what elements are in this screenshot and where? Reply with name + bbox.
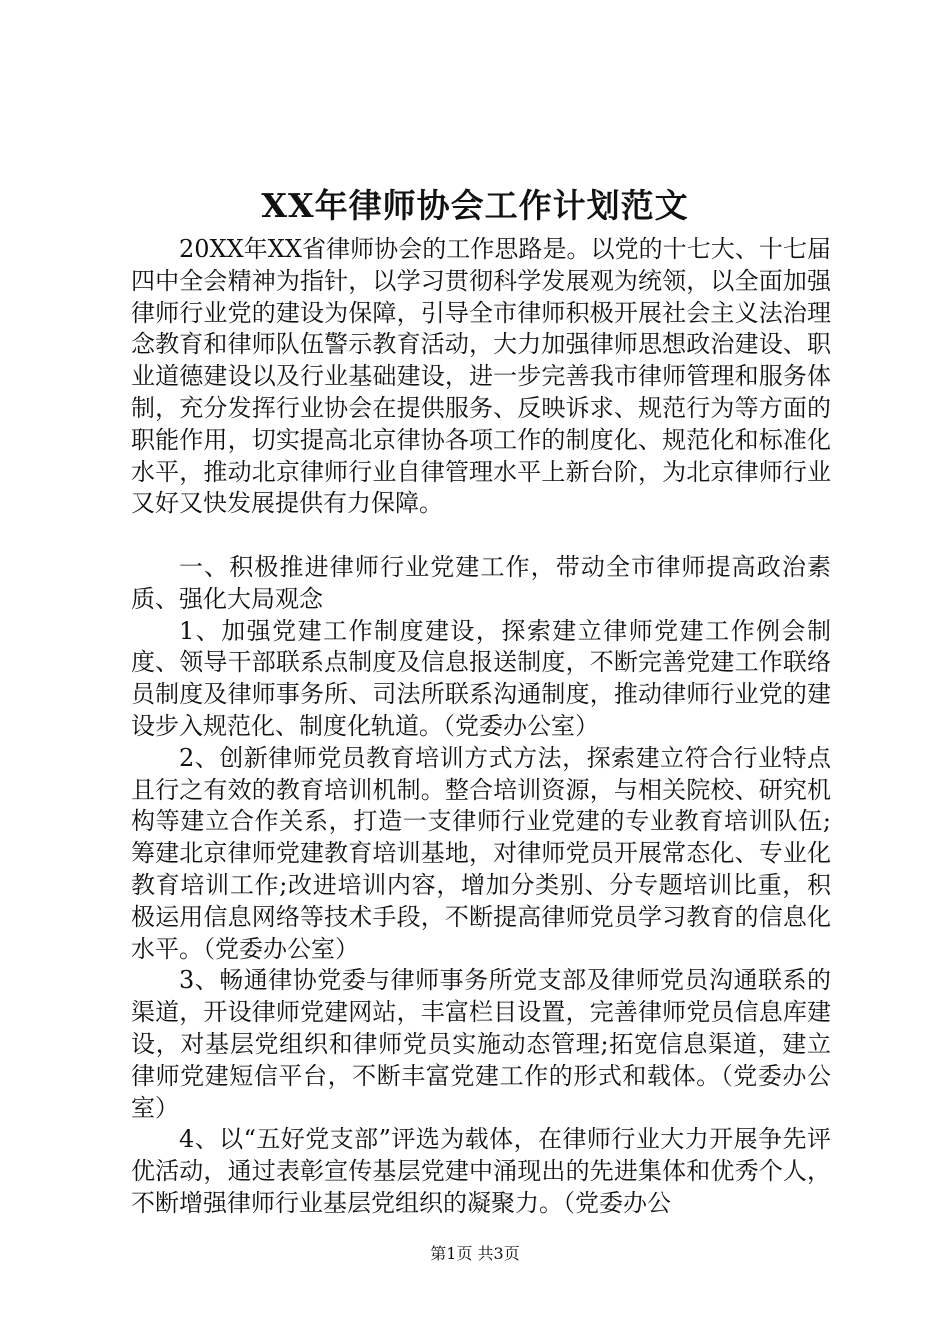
paragraph-item-2: 2、创新律师党员教育培训方式方法，探索建立符合行业特点且行之有效的教育培训机制。整合培训资源，与相关院校、研究机构等建立合作关系，打造一支律师行业党建的专业教育培训队伍;筹建北京律师党建教育培训基地，对律师党员开展常态化、专业化教育培训工作;改进培训内容，增加分类别、分专题培训比重，积极运用信息网络等技术手段，不断提高律师党员学习教育的信息化水平。（党委办公室） [131,743,831,963]
document-body [131,234,831,1220]
paragraph-intro: 20XX年XX省律师协会的工作思路是。以党的十七大、十七届四中全会精神为指针，以学习贯彻科学发展观为统领，以全面加强律师行业党的建设为保障，引导全市律师积极开展社会主义法治理念教育和律师队伍警示教育活动，大力加强律师思想政治建设、职业道德建设以及行业基础建设，进一步完善我市律师管理和服务体制，充分发挥行业协会在提供服务、反映诉求、规范行为等方面的职能作用，切实提高北京律协各项工作的制度化、规范化和标准化水平，推动北京律师行业自律管理水平上新台阶，为北京律师行业又好又快发展提供有力保障。 [131,235,831,518]
page-footer: 第1页 共3页 [430,1244,520,1263]
section-heading-1: 一、积极推进律师行业党建工作，带动全市律师提高政治素质、强化大局观念 [131,552,831,613]
document-title: XX年律师协会工作计划范文 [261,186,689,225]
paragraph-item-4: 4、以“五好党支部”评选为载体，在律师行业大力开展争先评优活动，通过表彰宣传基层党建中涌现出的先进集体和优秀个人，不断增强律师行业基层党组织的凝聚力。（党委办公 [131,1125,831,1217]
paragraph-item-3: 3、畅通律协党委与律师事务所党支部及律师党员沟通联系的渠道，开设律师党建网站，丰富栏目设置，完善律师党员信息库建设，对基层党组织和律师党员实施动态管理;拓宽信息渠道，建立律师党建短信平台，不断丰富党建工作的形式和载体。（党委办公室） [131,966,831,1122]
paragraph-item-1: 1、加强党建工作制度建设，探索建立律师党建工作例会制度、领导干部联系点制度及信息报送制度，不断完善党建工作联络员制度及律师事务所、司法所联系沟通制度，推动律师行业党的建设步入规范化、制度化轨道。（党委办公室） [131,616,831,740]
